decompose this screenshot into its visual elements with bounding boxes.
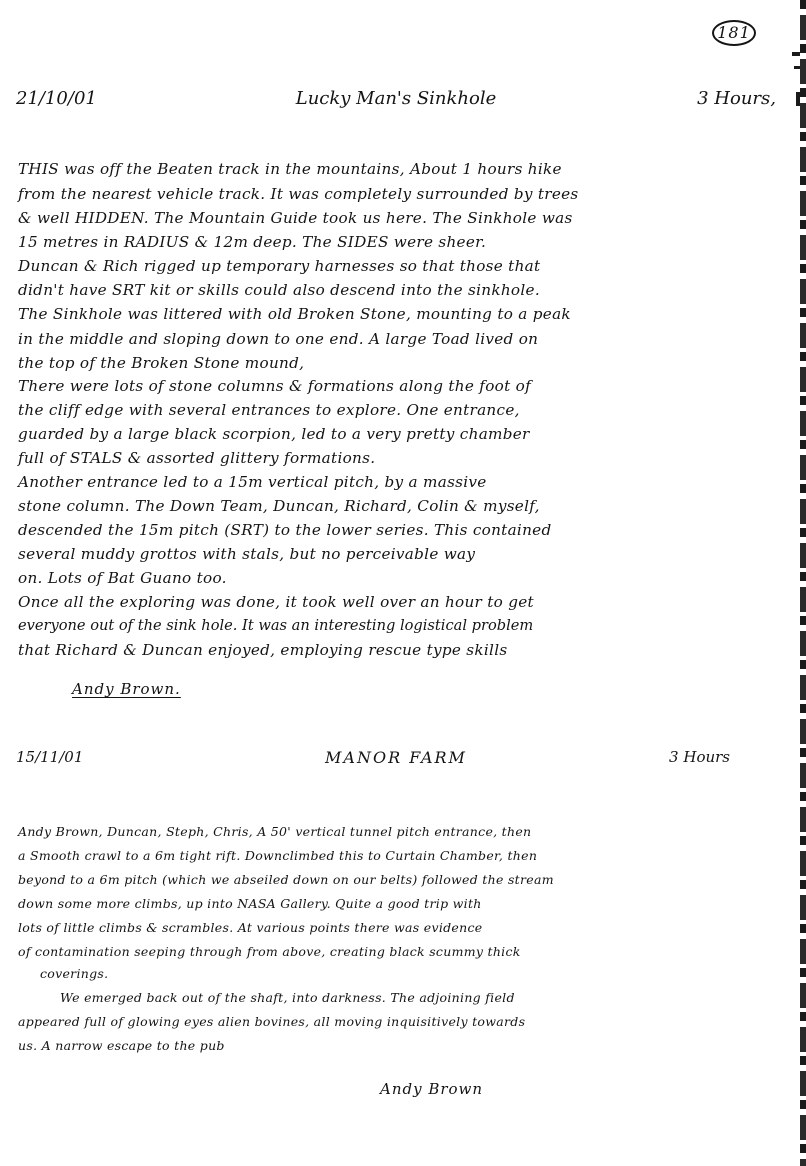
entry-text-line: Once all the exploring was done, it took well over an hour to get [18,593,534,611]
entry-date: 21/10/01 [16,88,97,109]
entry-title: MANOR FARM [325,748,467,767]
entry-text-line: full of STALS & assorted glittery formations. [18,449,376,467]
signature-text: Andy Brown [380,1080,484,1098]
entry-header [16,88,776,112]
signature [72,680,181,698]
entry-text-line: the top of the Broken Stone mound, [18,354,305,372]
entry-title: Lucky Man's Sinkhole [295,88,497,109]
entry-text-line: a Smooth crawl to a 6m tight rift. Downclimbed this to Curtain Chamber, then [18,848,538,863]
entry-text-line: There were lots of stone columns & formations along the foot of [18,377,532,395]
entry-text-line: from the nearest vehicle track. It was completely surrounded by trees [18,185,579,203]
entry-header [16,748,776,772]
entry-text-line: appeared full of glowing eyes alien bovines, all moving inquisitively towards [18,1014,526,1029]
scan-edge-artifact [796,92,800,106]
signature-text: Andy Brown. [72,680,181,698]
entry-duration: 3 Hours, [697,88,776,109]
entry-text-line: in the middle and sloping down to one end. A large Toad lived on [18,330,539,348]
entry-text-line: on. Lots of Bat Guano too. [18,569,227,587]
entry-text-line: lots of little climbs & scrambles. At various points there was evidence [18,920,483,935]
entry-text-line: Duncan & Rich rigged up temporary harnesses so that those that [18,257,541,275]
entry-text-line: the cliff edge with several entrances to explore. One entrance, [18,401,520,419]
entry-text-line: descended the 15m pitch (SRT) to the lower series. This contained [18,521,552,539]
entry-text-line: Another entrance led to a 15m vertical pitch, by a massive [18,473,487,491]
entry-duration: 3 Hours [669,748,730,766]
entry-text-line: beyond to a 6m pitch (which we abseiled down on our belts) followed the stream [18,872,554,887]
entry-text-line: everyone out of the sink hole. It was an interesting logistical problem [18,617,534,634]
entry-text-line: THIS was off the Beaten track in the mountains, About 1 hours hike [18,160,562,178]
entry-text-line: Andy Brown, Duncan, Steph, Chris, A 50' vertical tunnel pitch entrance, then [18,824,532,839]
page-number: 181 [712,20,756,46]
entry-text-line: coverings. [40,966,109,981]
entry-date: 15/11/01 [16,748,84,766]
entry-text-line: didn't have SRT kit or skills could also descend into the sinkhole. [18,281,540,299]
signature [380,1080,483,1098]
entry-text-line: 15 metres in RADIUS & 12m deep. The SIDES were sheer. [18,233,487,251]
entry-text-line: down some more climbs, up into NASA Gallery. Quite a good trip with [18,896,482,911]
entry-text-line: several muddy grottos with stals, but no perceivable way [18,545,476,563]
entry-text-line: that Richard & Duncan enjoyed, employing rescue type skills [18,641,508,659]
scan-edge-artifact [792,52,800,56]
entry-text-line: us. A narrow escape to the pub [18,1038,225,1053]
entry-text-line: & well HIDDEN. The Mountain Guide took us here. The Sinkhole was [18,209,573,227]
entry-text-line: The Sinkhole was littered with old Broken Stone, mounting to a peak [18,305,571,323]
scan-edge-artifact [794,66,800,69]
entry-text-line: guarded by a large black scorpion, led to a very pretty chamber [18,425,530,443]
entry-text-line: of contamination seeping through from above, creating black scummy thick [18,944,521,959]
entry-text-line: We emerged back out of the shaft, into darkness. The adjoining field [60,990,515,1005]
entry-text-line: stone column. The Down Team, Duncan, Richard, Colin & myself, [18,497,540,515]
